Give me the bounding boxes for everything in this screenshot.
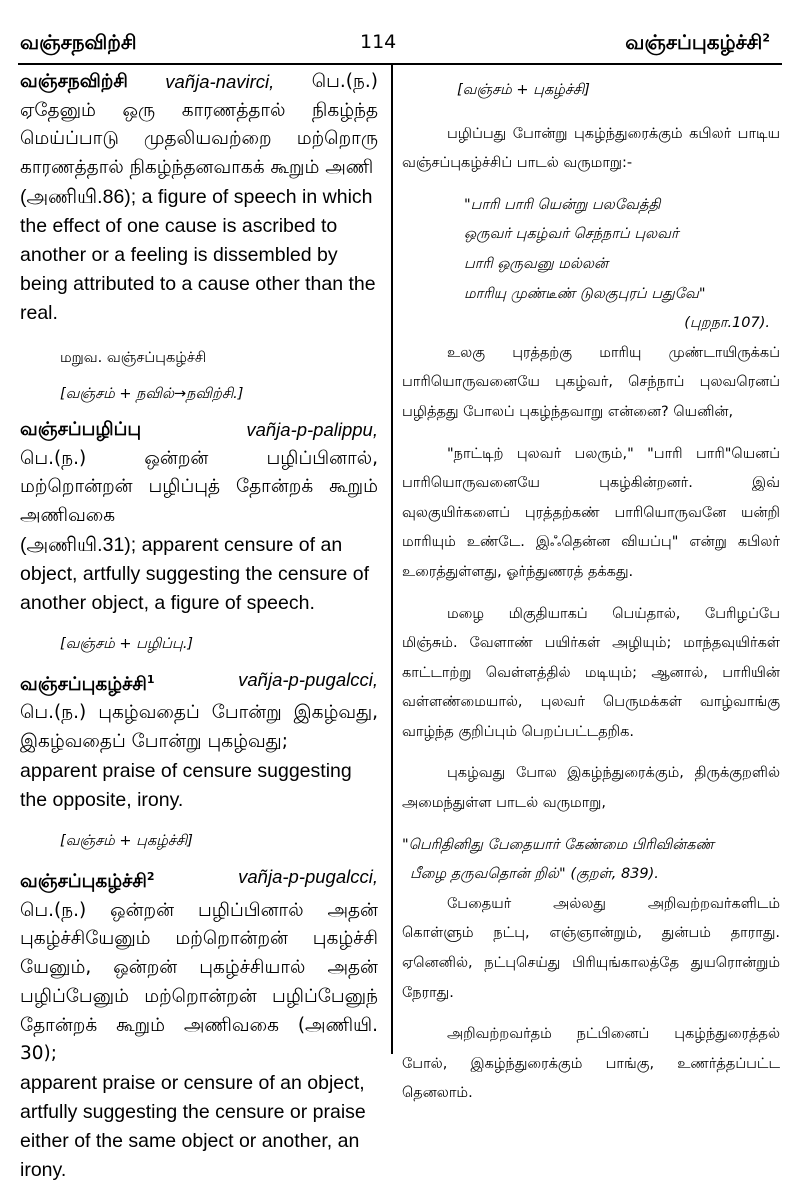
headword: வஞ்சப்பழிப்பு (20, 418, 142, 440)
headword: வஞ்சநவிற்சி (20, 71, 128, 92)
poem-line: மாரியு முண்டீண் டுலகுபுரப் பதுவே" (464, 285, 706, 302)
paragraph: "நாட்டிற் புலவர் பலரும்," "பாரி பாரி"யெனப் பாரியொருவனையே புகழ்கின்றனர். இவ் வுலகுயிர்களைப் புரத்தற்கண் பாரியொருவனே யன்றி மாரியும் உண்டே. இஃதென்ன வியப்பு" என்று கபிலர் உரைத்துள்ளது, ஓர்ந்துணரத் தக்கது. (402, 445, 780, 580)
tamil-definition: பெ.(ந.) ஒன்றன் பழிப்பினால் அதன் புகழ்ச்சியேனும் மற்றொன்றன் புகழ்ச்சி யேனும், ஒன்றன் புகழ்ச்சியால் அதன் பழிப்பேனும் மற்றொன்றன் பழிப்பேனுந் தோன்றக் கூறும் அணிவகை (அணியி. 30); (20, 899, 378, 1065)
poem-source: (புறநா.107). (684, 315, 770, 332)
transliteration: vañja-p-pugalcci, (238, 668, 378, 690)
paragraph: மழை மிகுதியாகப் பெய்தால், பேரிழப்பே மிஞ்சும். வேளாண் பயிர்கள் அழியும்; மாந்தவுயிர்கள் காட்டாற்று வெள்ளத்தில் மடியும்; ஆனால், பாரியின் வள்ளண்மையால், புலவர் பெருமக்கள் வாழ்வாங்கு வாழ்ந்த குறிப்பும் பெறப்பட்டதறிக. (402, 605, 780, 740)
headword: வஞ்சப்புகழ்ச்சி$^1$ (20, 672, 155, 695)
english-definition: (அணியி.86); a figure of speech in which the effect of one cause is ascribed to another or a feeling is dissembled by being attributed to a cause other than the real. (20, 185, 376, 324)
transliteration: vañja-p-palippu, (246, 418, 378, 440)
tamil-definition: பெ.(ந.) புகழ்வதைப் போன்று இகழ்வது, இகழ்வதைப் போன்று புகழ்வது; (20, 702, 378, 753)
etymology: [வஞ்சம் + புகழ்ச்சி] (457, 82, 590, 98)
headword: வஞ்சப்புகழ்ச்சி$^2$ (20, 869, 155, 893)
etymology: [வஞ்சம் + புகழ்ச்சி] (60, 832, 193, 849)
english-definition: apparent praise of censure suggesting the opposite, irony. (20, 759, 352, 811)
header-right-word: வஞ்சப்புகழ்ச்சி$^2$ (625, 30, 770, 54)
poem-line: "பாரி பாரி யென்று பலவேத்தி (464, 196, 661, 213)
entry-vanja-navirci (20, 68, 378, 404)
etymology: [வஞ்சம் + நவில்→நவிற்சி.] (60, 385, 244, 402)
poem-line: பாரி ஒருவனு மல்லன் (464, 255, 609, 272)
page-header (0, 0, 800, 70)
kural-quote: "பெரிதினிது பேதையார் கேண்மை பிரிவின்கண் பீழை தருவதொன் றில்" (குறள், 839). (402, 836, 714, 883)
entry-vanja-p-pugalcci-1 (20, 666, 378, 851)
left-column (20, 68, 378, 1185)
poem-line: ஒருவர் புகழ்வர் செந்நாப் புலவர் (464, 226, 679, 243)
part-of-speech: பெ.(ந.) (311, 71, 378, 92)
tamil-definition: ஏதேனும் ஒரு காரணத்தால் நிகழ்ந்த மெய்ப்பாடு முதலியவற்றை மற்றொரு காரணத்தால் நிகழ்ந்தனவாகக் கூறும் அணி (20, 99, 378, 179)
header-rule (18, 63, 782, 65)
tamil-definition: பெ.(ந.) ஒன்றன் பழிப்பினால், மற்றொன்றன் பழிப்புத் தோன்றக் கூறும் அணிவகை (20, 447, 378, 526)
column-divider (391, 64, 393, 1054)
paragraph: அறிவற்றவர்தம் நட்பினைப் புகழ்ந்துரைத்தல் போல், இகழ்ந்துரைக்கும் பாங்கு, உணர்த்தப்பட்ட தெனலாம். (402, 1026, 780, 1102)
right-column (402, 68, 780, 1109)
page-number: 114 (360, 31, 397, 53)
header-left-word: வஞ்சநவிற்சி (20, 30, 137, 54)
english-definition: (அணியி.31); apparent censure of an object, artfully suggesting the censure of another object, a figure of speech. (20, 533, 370, 614)
english-definition: apparent praise or censure of an object, artfully suggesting the censure or praise either of the same object or another, an irony. (20, 1071, 366, 1181)
paragraph: உலகு புரத்தற்கு மாரியு முண்டாயிருக்கப் பாரியொருவனையே புகழ்வர், செந்நாப் புலவரெனப் பழித்தது போலப் புகழ்ந்தவாறு என்னை? யெனின், (402, 344, 780, 420)
transliteration: vañja-p-pugalcci, (238, 865, 378, 887)
poem (464, 191, 780, 309)
paragraph: புகழ்வது போல இகழ்ந்துரைக்கும், திருக்குறளில் அமைந்துள்ள பாடல் வருமாறு, (402, 765, 780, 812)
etymology: [வஞ்சம் + பழிப்பு.] (60, 635, 194, 652)
paragraph: பேதையர் அல்லது அறிவற்றவர்களிடம் கொள்ளும் நட்பு, எஞ்ஞான்றும், துன்பம் தாராது. ஏனெனில், நட்புசெய்து பிரியுங்காலத்தே துயரொன்றும் நேராது. (402, 895, 780, 1001)
entry-vanja-p-pugalcci-2 (20, 863, 378, 1185)
transliteration: vañja-navirci, (165, 71, 275, 92)
entry-vanja-p-palippu (20, 416, 378, 654)
synonym: மறுவ. வஞ்சப்புகழ்ச்சி (60, 349, 207, 366)
intro-paragraph: பழிப்பது போன்று புகழ்ந்துரைக்கும் கபிலர் பாடிய வஞ்சப்புகழ்ச்சிப் பாடல் வருமாறு:- (402, 125, 780, 172)
